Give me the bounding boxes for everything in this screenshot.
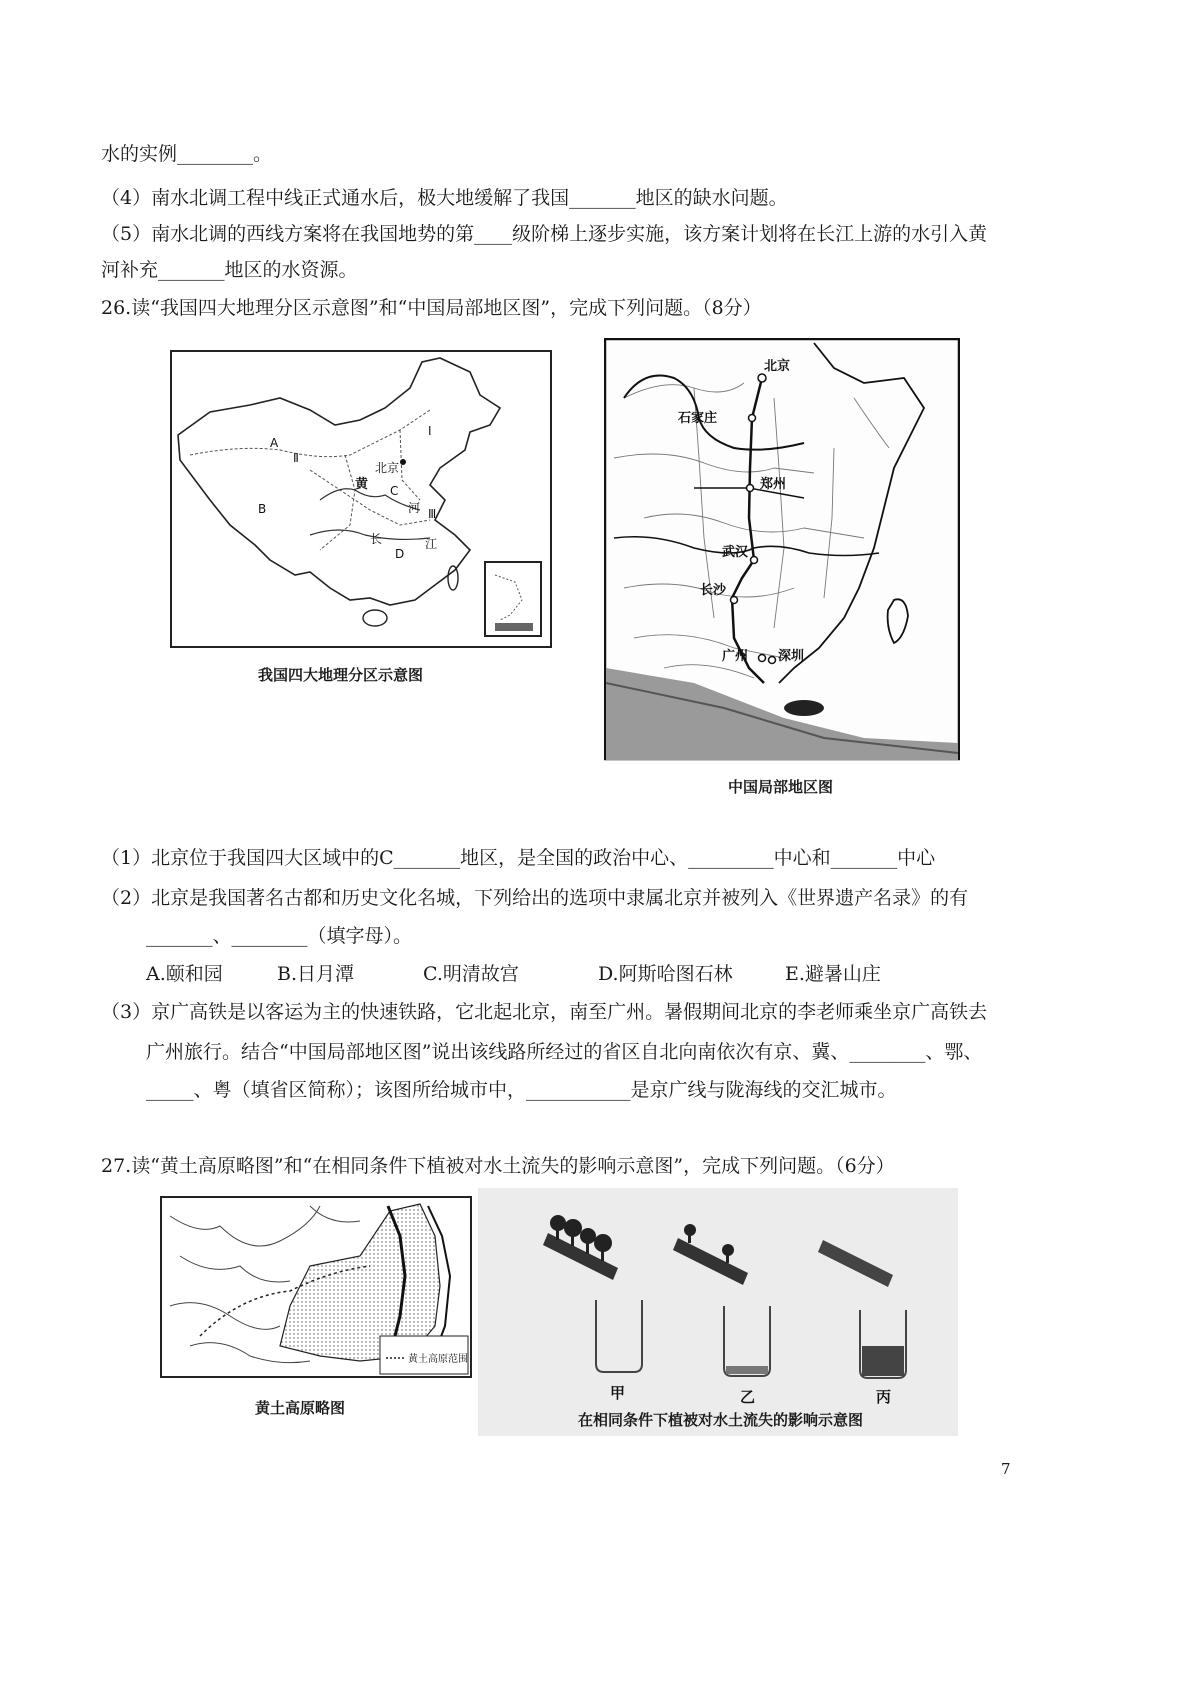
map1-label-d: D (395, 547, 405, 561)
q26-option-b: B.日月潭 (277, 963, 355, 985)
loess-plateau-map (160, 1196, 472, 1382)
q27-title: 27.读“黄土高原略图”和“在相同条件下植被对水土流失的影响示意图”，完成下列问题。（6分） (101, 1155, 895, 1177)
fig4-caption: 在相同条件下植被对水土流失的影响示意图 (578, 1411, 864, 1429)
page-number: 7 (1001, 1460, 1011, 1478)
q26-title: 26.读“我国四大地理分区示意图”和“中国局部地区图”，完成下列问题。（8分） (101, 297, 762, 319)
map3-caption: 黄土高原略图 (255, 1399, 346, 1417)
map2-city-wuhan: 武汉 (722, 545, 749, 560)
map2-caption: 中国局部地区图 (728, 778, 834, 796)
map2-city-beijing: 北京 (764, 359, 791, 374)
map1-label-beijing: 北京 (375, 461, 400, 475)
q26-sub-2-line1: （2）北京是我国著名古都和历史文化名城，下列给出的选项中隶属北京并被列入《世界遗产名录》的有 (101, 887, 969, 909)
q26-sub-3-line2: 广州旅行。结合“中国局部地区图”说出该线路所经过的省区自北向南依次有京、冀、________、鄂、 (146, 1041, 983, 1063)
fig4-label-bing: 丙 (876, 1388, 892, 1406)
q26-option-e: E.避暑山庄 (785, 963, 881, 985)
map3-legend: 黄土高原范围 (408, 1354, 468, 1365)
q25-continuation: 水的实例________。 (101, 143, 273, 165)
q26-sub-2-line2: _______、________（填字母）。 (146, 925, 413, 947)
q26-sub-1: （1）北京位于我国四大区域中的C_______地区，是全国的政治中心、_________中心和_______中心 (101, 847, 936, 869)
q26-option-c: C.明清故宫 (423, 963, 519, 985)
q25-item-5-line2: 河补充_______地区的水资源。 (101, 259, 358, 281)
vegetation-erosion-figure (478, 1188, 958, 1440)
map1-label-huang: 黄 (355, 477, 369, 492)
map1-label-jiang: 江 (425, 537, 438, 551)
q26-sub-3-line3: _____、粤（填省区简称）；该图所给城市中，___________是京广线与陇海线的交汇城市。 (146, 1079, 897, 1101)
map2-city-changsha: 长沙 (700, 583, 727, 598)
map2-city-zhengzhou: 郑州 (760, 477, 787, 492)
map1-label-ii: Ⅱ (293, 451, 299, 465)
q25-item-5-line1: （5）南水北调的西线方案将在我国地势的第____级阶梯上逐步实施，该方案计划将在长江上游的水引入黄 (101, 223, 988, 245)
map1-label-b: B (258, 502, 267, 516)
map2-city-shenzhen: 深圳 (778, 649, 805, 664)
fig4-label-jia: 甲 (610, 1384, 626, 1402)
four-regions-map (170, 350, 552, 652)
partial-china-map (604, 338, 960, 766)
map1-label-a: A (270, 436, 279, 450)
map1-label-i: Ⅰ (428, 424, 432, 438)
map2-city-guangzhou: 广州 (722, 649, 749, 664)
q26-option-a: A.颐和园 (146, 963, 223, 985)
map1-caption: 我国四大地理分区示意图 (258, 666, 424, 684)
q26-option-d: D.阿斯哈图石林 (598, 963, 733, 985)
map1-label-chang: 长 (370, 532, 383, 546)
map1-label-c: C (390, 484, 399, 498)
map1-label-iii: Ⅲ (428, 507, 437, 521)
fig4-label-yi: 乙 (740, 1388, 756, 1406)
map1-label-he: 河 (408, 501, 421, 515)
q25-item-4: （4）南水北调工程中线正式通水后，极大地缓解了我国_______地区的缺水问题。 (101, 187, 788, 209)
q26-sub-3-line1: （3）京广高铁是以客运为主的快速铁路，它北起北京，南至广州。暑假期间北京的李老师乘坐京广高铁去 (101, 1001, 988, 1023)
map2-city-shijiazhuang: 石家庄 (678, 411, 718, 426)
